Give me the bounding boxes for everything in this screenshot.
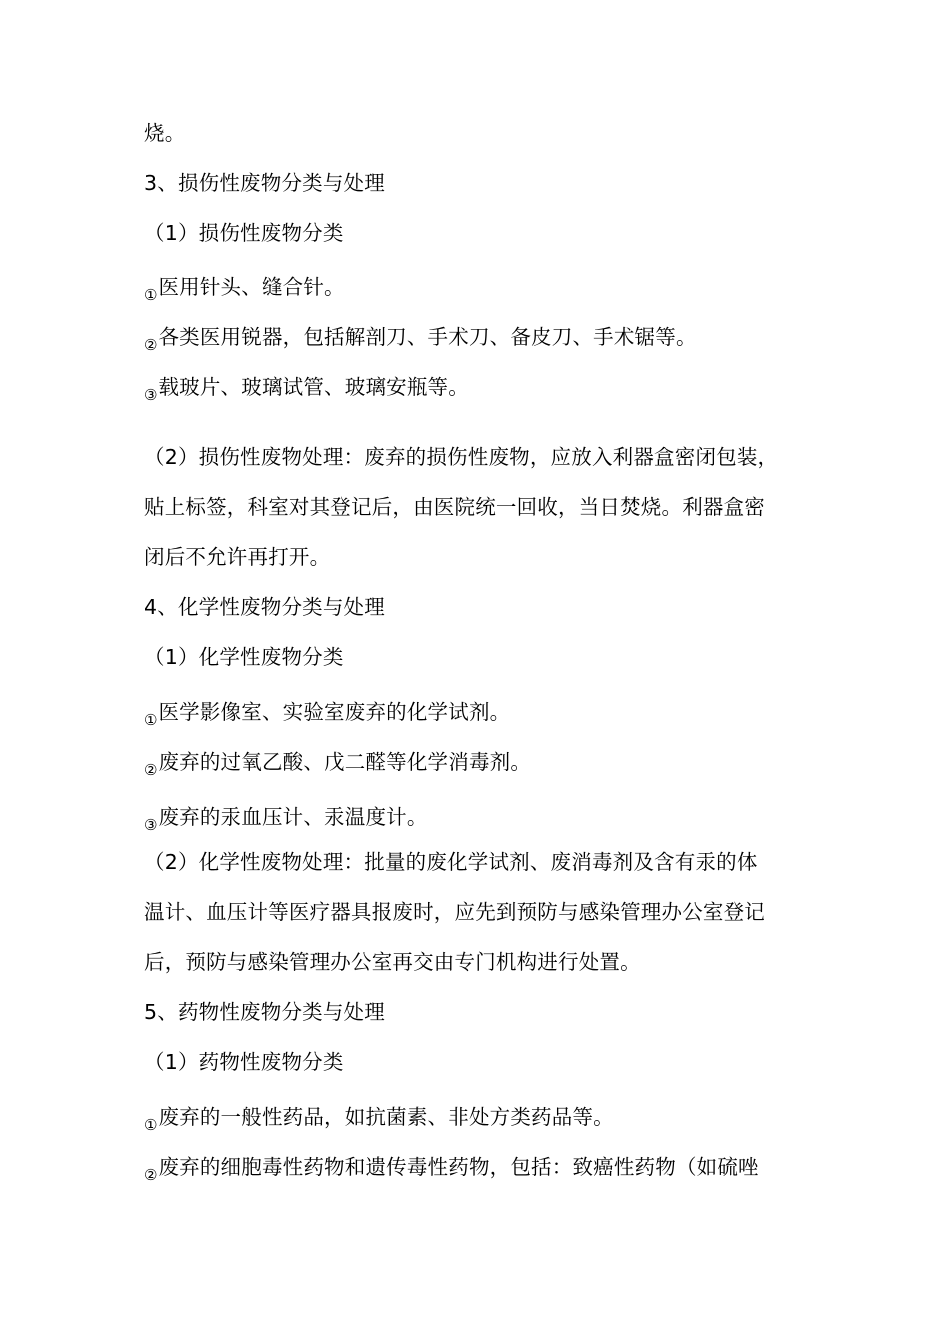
subsection-heading: （1）药物性废物分类	[144, 1050, 344, 1074]
list-item: ③废弃的汞血压计、汞温度计。	[144, 800, 428, 834]
list-item: ①废弃的一般性药品，如抗菌素、非处方类药品等。	[144, 1100, 614, 1134]
list-item: ①医学影像室、实验室废弃的化学试剂。	[144, 695, 510, 729]
list-marker: ③	[144, 816, 158, 834]
list-marker: ②	[144, 761, 158, 779]
paragraph-line: 贴上标签，科室对其登记后，由医院统一回收，当日焚烧。利器盒密	[144, 495, 765, 519]
list-marker: ②	[144, 336, 158, 354]
list-item: ②废弃的细胞毒性药物和遗传毒性药物，包括：致癌性药物（如硫唑	[144, 1150, 759, 1184]
paragraph-line: 闭后不允许再打开。	[144, 545, 331, 569]
section-heading: 3、损伤性废物分类与处理	[144, 171, 385, 195]
paragraph-line: （2）化学性废物处理：批量的废化学试剂、废消毒剂及含有汞的体	[144, 850, 758, 874]
paragraph-line: 温计、血压计等医疗器具报废时，应先到预防与感染管理办公室登记	[144, 900, 765, 924]
list-item: ③载玻片、玻璃试管、玻璃安瓶等。	[144, 370, 469, 404]
subsection-heading: （1）损伤性废物分类	[144, 221, 344, 245]
list-item: ①医用针头、缝合针。	[144, 270, 345, 304]
list-item: ②各类医用锐器，包括解剖刀、手术刀、备皮刀、手术锯等。	[144, 320, 697, 354]
list-marker: ①	[144, 1116, 158, 1134]
list-marker: ③	[144, 386, 158, 404]
section-heading: 5、药物性废物分类与处理	[144, 1000, 385, 1024]
list-marker: ①	[144, 711, 158, 729]
section-heading: 4、化学性废物分类与处理	[144, 595, 385, 619]
list-marker: ①	[144, 286, 158, 304]
subsection-heading: （1）化学性废物分类	[144, 645, 344, 669]
list-marker: ②	[144, 1166, 158, 1184]
list-item: ②废弃的过氧乙酸、戊二醛等化学消毒剂。	[144, 745, 531, 779]
paragraph-line: （2）损伤性废物处理：废弃的损伤性废物，应放入利器盒密闭包装，	[144, 445, 779, 469]
text-line: 烧。	[144, 121, 186, 145]
paragraph-line: 后，预防与感染管理办公室再交由专门机构进行处置。	[144, 950, 641, 974]
